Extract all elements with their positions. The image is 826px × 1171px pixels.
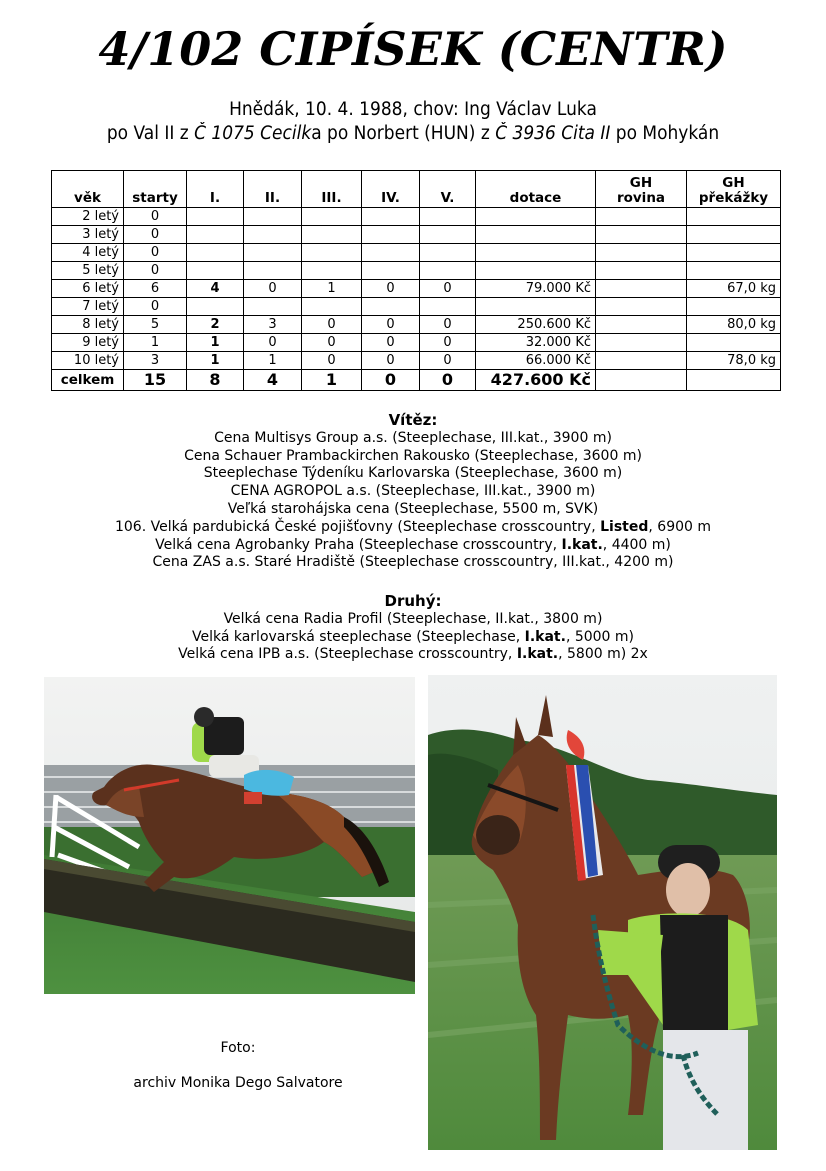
table-row bbox=[52, 226, 781, 244]
cell-fourth: 0 bbox=[362, 352, 420, 370]
table-row bbox=[52, 334, 781, 352]
cell-gh-flat bbox=[596, 226, 687, 244]
race-text: Cena ZAS a.s. Staré Hradiště (Steeplechase crosscountry, III.kat., 4200 m) bbox=[152, 554, 674, 571]
cell-age: 7 letý bbox=[52, 298, 124, 316]
cell-starts: 0 bbox=[124, 262, 187, 280]
cell-fourth bbox=[362, 208, 420, 226]
cell-second bbox=[244, 262, 302, 280]
header-gh-flat bbox=[596, 171, 687, 208]
cell-earnings: 66.000 Kč bbox=[476, 352, 596, 370]
table-row bbox=[52, 316, 781, 334]
cell-age: 8 letý bbox=[52, 316, 124, 334]
cell-third bbox=[302, 298, 362, 316]
cell-gh-jump: 67,0 kg bbox=[687, 280, 781, 298]
cell-starts: 0 bbox=[124, 244, 187, 262]
header-fifth: V. bbox=[420, 171, 476, 208]
seconds-heading: Druhý: bbox=[384, 592, 442, 610]
winner-race bbox=[0, 448, 826, 466]
cell-earnings: 79.000 Kč bbox=[476, 280, 596, 298]
race-text: Velká cena Radia Profil (Steeplechase, II.kat., 3800 m) bbox=[223, 610, 603, 627]
cell-second: 1 bbox=[244, 352, 302, 370]
race-text: Cena Schauer Prambackirchen Rakousko (Steeplechase, 3600 m) bbox=[184, 447, 642, 464]
race-text: Velká cena IPB a.s. (Steeplechase crosscountry, bbox=[178, 646, 517, 663]
cell-starts: 0 bbox=[124, 226, 187, 244]
cell-gh-jump bbox=[687, 244, 781, 262]
header-second: II. bbox=[244, 171, 302, 208]
pedigree-sire: po Val II z bbox=[106, 123, 195, 144]
cell-third bbox=[302, 208, 362, 226]
cell-fifth: 0 bbox=[420, 280, 476, 298]
cell-fifth bbox=[420, 226, 476, 244]
cell-earnings bbox=[476, 244, 596, 262]
cell-first: 4 bbox=[187, 280, 244, 298]
header-earnings: dotace bbox=[476, 171, 596, 208]
winner-race bbox=[0, 554, 826, 572]
table-row bbox=[52, 280, 781, 298]
cell-gh-flat bbox=[596, 280, 687, 298]
cell-gh-jump bbox=[687, 208, 781, 226]
header-gh-jump-line2: překážky bbox=[698, 190, 769, 206]
header-age: věk bbox=[52, 171, 124, 208]
cell-starts: 6 bbox=[124, 280, 187, 298]
race-text-tail: , 4400 m) bbox=[602, 536, 671, 553]
race-text: CENA AGROPOL a.s. (Steeplechase, III.kat., 3900 m) bbox=[230, 483, 596, 500]
cell-fourth: 0 bbox=[362, 370, 420, 391]
header-fourth: IV. bbox=[362, 171, 420, 208]
cell-first: 2 bbox=[187, 316, 244, 334]
pedigree-dam-sire: a po Norbert (HUN) z bbox=[311, 123, 496, 144]
cell-gh-flat bbox=[596, 244, 687, 262]
cell-third bbox=[302, 244, 362, 262]
header-gh-jump-line1: GH bbox=[722, 175, 745, 191]
cell-gh-flat bbox=[596, 316, 687, 334]
race-category: Listed bbox=[600, 518, 649, 535]
cell-first: 1 bbox=[187, 334, 244, 352]
cell-fourth bbox=[362, 226, 420, 244]
photo-portrait bbox=[428, 675, 777, 1150]
race-text: Velká cena Agrobanky Praha (Steeplechase crosscountry, bbox=[155, 536, 562, 553]
cell-age: 5 letý bbox=[52, 262, 124, 280]
cell-starts: 0 bbox=[124, 298, 187, 316]
header-third: III. bbox=[302, 171, 362, 208]
cell-first: 8 bbox=[187, 370, 244, 391]
cell-age: 9 letý bbox=[52, 334, 124, 352]
cell-fourth bbox=[362, 244, 420, 262]
table-row bbox=[52, 298, 781, 316]
table-header-row bbox=[52, 171, 781, 208]
second-place-race bbox=[0, 611, 826, 629]
cell-gh-flat bbox=[596, 370, 687, 391]
cell-second: 0 bbox=[244, 280, 302, 298]
race-text: Veľká starohájska cena (Steeplechase, 5500 m, SVK) bbox=[227, 500, 599, 517]
cell-gh-jump: 78,0 kg bbox=[687, 352, 781, 370]
cell-age: 4 letý bbox=[52, 244, 124, 262]
cell-fifth: 0 bbox=[420, 334, 476, 352]
table-row bbox=[52, 208, 781, 226]
winner-race bbox=[0, 465, 826, 483]
cell-gh-flat bbox=[596, 262, 687, 280]
cell-second bbox=[244, 208, 302, 226]
cell-first bbox=[187, 226, 244, 244]
cell-age: 3 letý bbox=[52, 226, 124, 244]
cell-gh-flat bbox=[596, 352, 687, 370]
cell-gh-jump bbox=[687, 226, 781, 244]
cell-starts: 15 bbox=[124, 370, 187, 391]
cell-earnings bbox=[476, 226, 596, 244]
cell-earnings bbox=[476, 298, 596, 316]
pedigree bbox=[33, 122, 793, 146]
cell-third: 0 bbox=[302, 316, 362, 334]
second-place-race bbox=[0, 629, 826, 647]
cell-fifth bbox=[420, 298, 476, 316]
winner-race bbox=[0, 483, 826, 501]
cell-starts: 5 bbox=[124, 316, 187, 334]
seconds-section bbox=[0, 593, 826, 664]
cell-third: 0 bbox=[302, 334, 362, 352]
cell-fourth: 0 bbox=[362, 280, 420, 298]
cell-age: 6 letý bbox=[52, 280, 124, 298]
cell-second bbox=[244, 244, 302, 262]
cell-earnings bbox=[476, 208, 596, 226]
cell-fifth bbox=[420, 244, 476, 262]
cell-gh-jump bbox=[687, 262, 781, 280]
cell-gh-jump bbox=[687, 370, 781, 391]
cell-earnings: 427.600 Kč bbox=[476, 370, 596, 391]
race-text: 106. Velká pardubická České pojišťovny (Steeplechase crosscountry, bbox=[114, 518, 601, 535]
cell-second bbox=[244, 226, 302, 244]
cell-earnings bbox=[476, 262, 596, 280]
race-text-tail: , 6900 m bbox=[648, 518, 712, 535]
jump-photo-image bbox=[44, 677, 415, 994]
cell-first bbox=[187, 208, 244, 226]
photo-credit-label: Foto: bbox=[220, 1040, 256, 1056]
pedigree-tail: po Mohykán bbox=[610, 123, 720, 144]
table-row bbox=[52, 352, 781, 370]
cell-age: 10 letý bbox=[52, 352, 124, 370]
photo-jump bbox=[44, 677, 415, 994]
race-text-tail: , 5000 m) bbox=[565, 628, 635, 645]
photo-credit-source: archiv Monika Dego Salvatore bbox=[133, 1075, 343, 1091]
second-place-race bbox=[0, 646, 826, 664]
race-category: I.kat. bbox=[516, 646, 559, 663]
cell-fourth bbox=[362, 262, 420, 280]
cell-gh-flat bbox=[596, 208, 687, 226]
winner-race bbox=[0, 519, 826, 537]
cell-gh-jump bbox=[687, 298, 781, 316]
race-category: I.kat. bbox=[524, 628, 566, 645]
cell-third: 1 bbox=[302, 280, 362, 298]
cell-starts: 3 bbox=[124, 352, 187, 370]
cell-first: 1 bbox=[187, 352, 244, 370]
cell-first bbox=[187, 298, 244, 316]
cell-age: 2 letý bbox=[52, 208, 124, 226]
cell-gh-jump: 80,0 kg bbox=[687, 316, 781, 334]
cell-gh-flat bbox=[596, 334, 687, 352]
cell-fourth bbox=[362, 298, 420, 316]
cell-fifth bbox=[420, 208, 476, 226]
cell-third: 1 bbox=[302, 370, 362, 391]
pedigree-granddam: Č 3936 Cita II bbox=[495, 123, 611, 144]
page-title: 4/102 CIPÍSEK (CENTR) bbox=[98, 22, 728, 76]
pedigree-dam: Č 1075 Cecilk bbox=[194, 123, 312, 144]
cell-first bbox=[187, 262, 244, 280]
race-text: Cena Multisys Group a.s. (Steeplechase, III.kat., 3900 m) bbox=[214, 429, 612, 446]
winners-heading: Vítěz: bbox=[388, 411, 438, 429]
winners-section bbox=[0, 412, 826, 572]
winner-race bbox=[0, 537, 826, 555]
cell-age: celkem bbox=[52, 370, 124, 391]
winner-race bbox=[0, 501, 826, 519]
winner-race bbox=[0, 430, 826, 448]
portrait-photo-image bbox=[428, 675, 777, 1150]
cell-earnings: 250.600 Kč bbox=[476, 316, 596, 334]
cell-starts: 0 bbox=[124, 208, 187, 226]
cell-first bbox=[187, 244, 244, 262]
header-first: I. bbox=[187, 171, 244, 208]
cell-second: 4 bbox=[244, 370, 302, 391]
cell-earnings: 32.000 Kč bbox=[476, 334, 596, 352]
cell-third bbox=[302, 262, 362, 280]
table-row bbox=[52, 244, 781, 262]
race-category: I.kat. bbox=[561, 536, 603, 553]
cell-second bbox=[244, 298, 302, 316]
cell-second: 3 bbox=[244, 316, 302, 334]
cell-gh-flat bbox=[596, 298, 687, 316]
race-text-tail: , 5800 m) 2x bbox=[558, 646, 648, 663]
race-text: Steeplechase Týdeníku Karlovarska (Steeplechase, 3600 m) bbox=[203, 465, 623, 482]
cell-fourth: 0 bbox=[362, 316, 420, 334]
cell-fourth: 0 bbox=[362, 334, 420, 352]
horse-info: Hnědák, 10. 4. 1988, chov: Ing Václav Luka bbox=[229, 99, 597, 120]
cell-fifth: 0 bbox=[420, 352, 476, 370]
cell-fifth: 0 bbox=[420, 370, 476, 391]
table-row bbox=[52, 262, 781, 280]
header-gh-flat-line1: GH bbox=[629, 175, 653, 191]
cell-fifth bbox=[420, 262, 476, 280]
cell-starts: 1 bbox=[124, 334, 187, 352]
header-gh-flat-line2: rovina bbox=[616, 190, 666, 206]
cell-second: 0 bbox=[244, 334, 302, 352]
cell-third bbox=[302, 226, 362, 244]
table-total-row bbox=[52, 370, 781, 391]
cell-third: 0 bbox=[302, 352, 362, 370]
cell-gh-jump bbox=[687, 334, 781, 352]
race-text: Velká karlovarská steeplechase (Steeplechase, bbox=[191, 628, 525, 645]
race-stats-table bbox=[51, 170, 781, 391]
header-starts: starty bbox=[124, 171, 187, 208]
cell-fifth: 0 bbox=[420, 316, 476, 334]
header-gh-jump bbox=[687, 171, 781, 208]
